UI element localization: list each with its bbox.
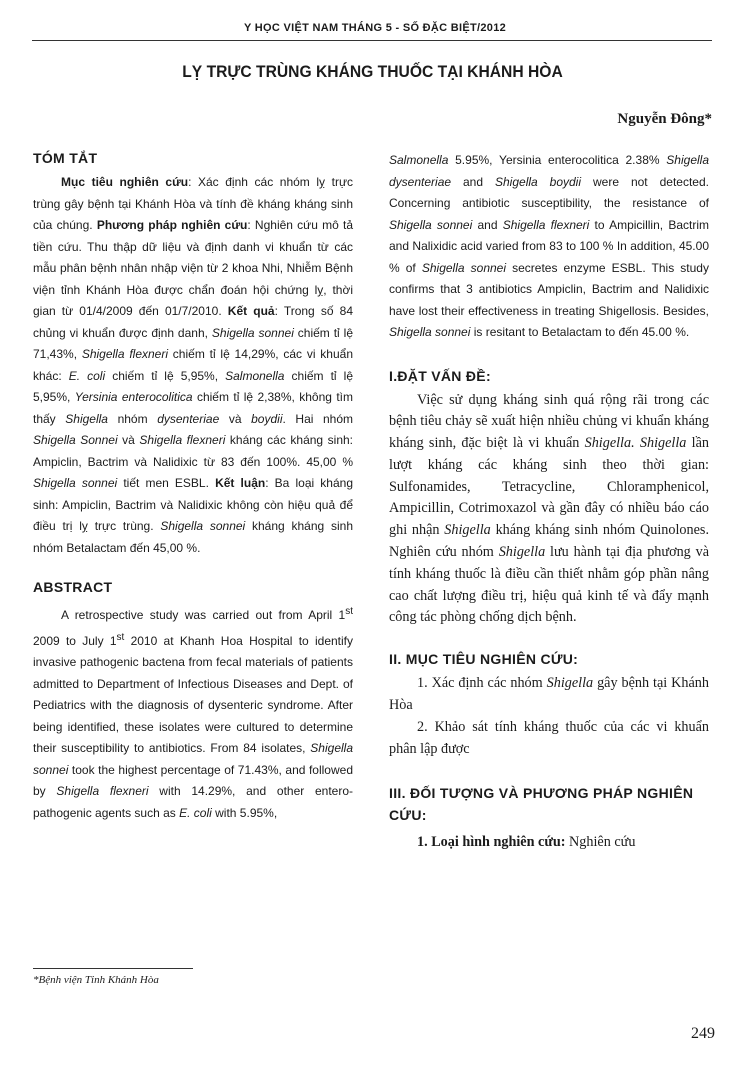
summary-heading: TÓM TẮT [33,150,98,166]
species-name: Shigella sonnei [33,741,353,777]
abstract-text: with 14.29%, and other entero- pathogenic agents such as [33,784,354,820]
species-name: Salmonella [389,153,449,167]
section1-paragraph [389,390,709,630]
abstract-text: A retrospective study was carried out from April 1 [61,608,346,622]
section1-text: Việc sử dụng kháng sinh quá rộng rãi trong các bệnh tiêu chảy sẽ xuất hiện nhiều chủng vi khuẩn kháng kháng sinh, đặc biệt là vi khuẩn [389,391,709,452]
species-name: Shigella flexneri [81,347,169,361]
species-name: Shigella flexneri [502,217,590,232]
abstract-heading: ABSTRACT [33,579,113,595]
running-header: Y HỌC VIỆT NAM THÁNG 5 - SỐ ĐẶC BIỆT/2012 [243,22,507,34]
header-rule [32,40,712,41]
left-column [33,150,353,824]
abstract-text: were not detected. Concerning antibiotic susceptibility, the resistance of [389,174,709,210]
abstract-text: secretes enzyme ESBL. This study confirms that 3 antibiotics Ampiclin, Bactrim and Nalidixic have lost their effectiveness in treating Shigellosis. Besides, [389,260,709,318]
results-text: chiếm tỉ lệ 71,43%, [33,325,353,361]
article-title: LỴ TRỰC TRÙNG KHÁNG THUỐC TẠI KHÁNH HÒA [182,62,563,81]
section1-heading: I.ĐẶT VẤN ĐỀ: [389,367,491,384]
abstract-text: with 5.95%, [211,805,278,820]
species-name: Shigella sonnei [211,325,294,340]
section1-text: lần lượt kháng các kháng sinh theo thời gian: Sulfonamides, Tetracycline, Chloramphenicol, Ampicillin, Cotrimoxazol và gần đây có nhiều báo cáo ghi nhận [389,435,709,539]
summary-paragraph [33,172,353,559]
species-name: Shigella flexneri [139,433,226,447]
abstract-text: 2009 to July 1 [33,633,117,648]
footnote-rule [33,968,193,969]
species-name: Shigella sonnei [421,260,507,275]
species-name: Shigella flexneri [56,784,149,798]
footnote: *Bệnh viện Tỉnh Khánh Hòa [33,974,159,986]
results-text: chiếm tỉ lệ 14,29%, các vi khuẩn khác: [33,347,353,383]
conclusion-text: kháng kháng sinh nhóm Betalactam đến 45,00 %. [33,519,353,555]
results-text: chiếm tỉ lệ 5,95%, [105,368,226,383]
section2-heading: II. MỤC TIÊU NGHIÊN CỨU: [389,651,579,668]
species-name: Shigella [444,522,491,539]
species-name: Shigella. Shigella [584,435,687,452]
results-text: tiết men ESBL. [117,476,216,490]
abstract-text: and [472,217,503,232]
section3-item-1 [389,832,709,854]
species-name: Shigella [65,411,108,426]
species-name: Shigella sonnei [33,476,118,490]
species-name: boydii [251,411,283,426]
objective-text: 1. Xác định các nhóm [417,675,547,692]
species-name: Shigella sonnei [389,325,471,339]
species-name: E. coli [68,368,106,383]
abstract-text: took the highest percentage of 71.43%, and followed by [33,762,353,798]
abstract-text: 5.95%, Yersinia enterocolitica 2.38% [448,153,667,167]
results-text: : Trong số 84 chủng vi khuẩn được định danh, [33,304,353,340]
study-type-label: 1. Loại hình nghiên cứu: [417,834,566,851]
right-column [389,150,709,854]
species-name: Shigella dysenteriae [389,153,709,189]
superscript: st [345,606,353,617]
species-name: Shigella [546,675,594,692]
superscript: st [116,631,125,643]
abstract-paragraph [33,601,353,824]
objective-text: : Xác định các nhóm lỵ trực trùng gây bệnh tại Khánh Hòa và tính đề kháng kháng sinh của chúng. [33,175,353,232]
abstract-continued-paragraph [389,150,709,344]
methods-text: : Nghiên cứu mô tả tiền cứu. Thu thập dữ liệu và định danh vi khuẩn từ các mẫu phân bệnh nhân nhập viện từ 2 khoa Nhi, Nhiễm Bệnh viện tỉnh Khánh Hòa được chẩn đoán hội chứng lỵ, thời gian từ 01/4/2009 đến 01/7/2010. [33,218,353,318]
results-text: . Hai nhóm [282,411,354,426]
species-name: Yersinia enterocolitica [74,390,193,404]
results-label: Kết quả [227,304,275,318]
species-name: dysenteriae [157,411,220,426]
results-text: chiếm tỉ lệ 5,95%, [33,368,353,404]
results-text: chiếm tỉ lệ 2,38%, không tìm thấy [33,390,353,426]
study-type-text: Nghiên cứu [565,834,636,851]
species-name: Shigella Sonnei [33,433,118,447]
species-name: Shigella [498,544,546,561]
results-text: và [117,433,140,447]
species-name: Salmonella [225,368,285,383]
objective-text: gây bệnh tại Khánh Hòa [389,675,709,714]
objective-item-1 [389,673,709,717]
author-name: Nguyễn Đông* [617,111,712,127]
objective-label: Mục tiêu nghiên cứu [61,175,189,189]
section1-text: lưu hành tại địa phương và tính kháng thuốc là điều cần thiết nhằm góp phần nâng cao chất lượng điều trị, hiệu quả kinh tế và đẩy mạnh công tác phòng chống dịch bệnh. [389,544,709,626]
results-text: kháng các kháng sinh: Ampiclin, Bactrim và Nalidixic từ 83 đến 100%. 45,00 % [33,433,353,469]
abstract-text: is resitant to Betalactam to đến 45.00 %. [470,325,690,339]
methods-label: Phương pháp nghiên cứu [96,218,248,232]
results-text: nhóm [107,411,158,426]
section1-text: kháng kháng sinh nhóm Quinolones. Nghiên cứu nhóm [389,522,709,561]
species-name: Shigella boydii [495,174,582,189]
conclusion-text: : Ba loại kháng sinh: Ampiclin, Bactrim và Nalidixic không còn hiệu quả để điều trị lỵ trực trùng. [33,476,353,533]
section3-heading: III. ĐỐI TƯỢNG VÀ PHƯƠNG PHÁP NGHIÊN CỨU: [389,785,694,824]
page-number: 249 [691,1025,715,1042]
abstract-text: to Ampicillin, Bactrim and Nalixidic acid varied from 83 to 100 % In addition, 45.00 % of [389,217,709,275]
results-text: và [219,411,252,426]
objective-item-2: 2. Khảo sát tính kháng thuốc của các vi khuẩn phân lập được [389,718,709,757]
abstract-text: and [451,174,495,189]
species-name: E. coli [179,805,212,820]
abstract-text: 2010 at Khanh Hoa Hospital to identify invasive pathogenic bactena from fecal materials of patients admitted to Department of Infectious Diseases and Dept. of Pediatrics with the diagnosis of dysenteric syndrome. After being identified, these isolates were cultured to determine their susceptibility to antibiotics. From 84 isolates, [33,633,354,755]
species-name: Shigella sonnei [389,217,473,232]
conclusion-label: Kết luận [215,476,266,490]
species-name: Shigella sonnei [160,519,246,533]
